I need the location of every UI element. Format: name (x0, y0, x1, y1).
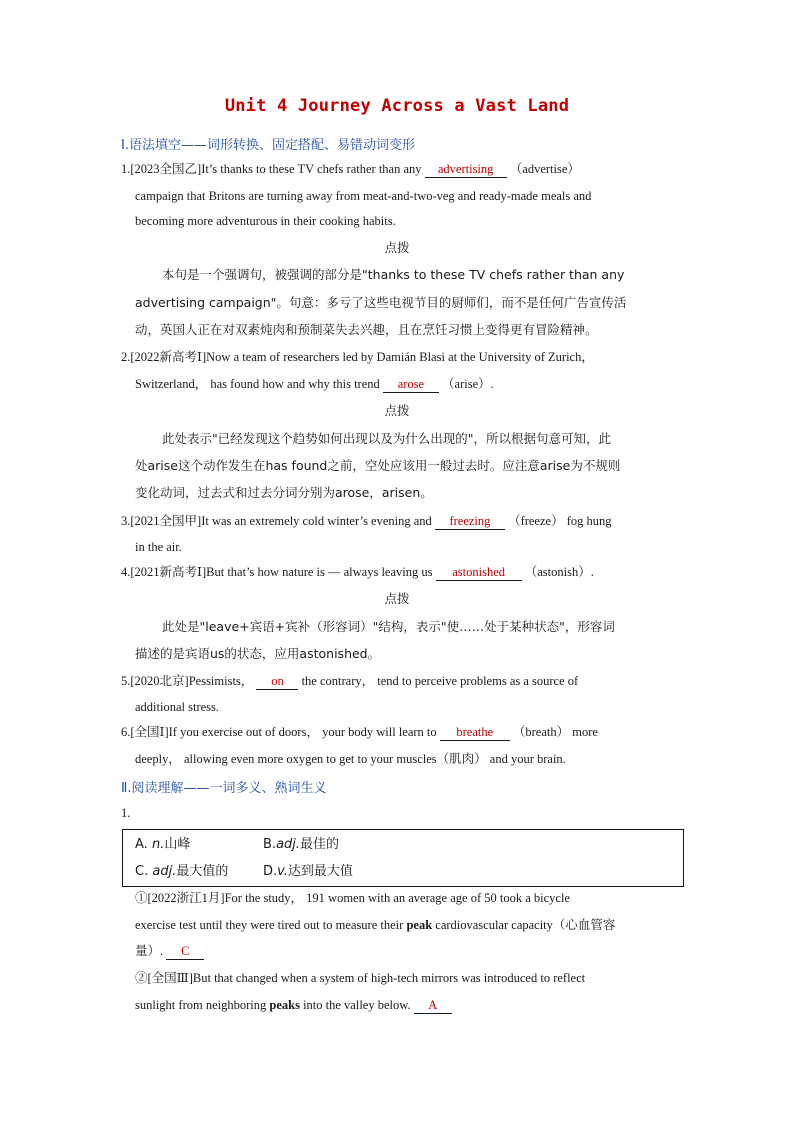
question-4-line-1: 4.[2021新高考Ⅰ]But that’s how nature is — always leaving us astonished （astonish）. (121, 565, 594, 579)
hint-2-line-3: 变化动词，过去式和过去分词分别为arose，arisen。 (135, 485, 433, 500)
hint-1-line-3: 动，英国人正在对双素炖肉和预制菜失去兴趣，且在烹饪习惯上变得更有冒险精神。 (135, 322, 598, 337)
sentence-1-line-3: 量）. C (135, 942, 204, 960)
question-3-line-1: 3.[2021全国甲]It was an extremely cold winter’s evening and freezing （freeze） fog hung (121, 514, 612, 528)
sentence-1-line-2: exercise test until they were tired out to measure their peak cardiovascular capacity（心血管容 (135, 918, 616, 932)
options-box (122, 829, 684, 887)
hint-2-line-2: 处arise这个动作发生在has found之前，空处应该用一般过去时。应注意arise为不规则 (135, 458, 621, 473)
question-1-line-2: campaign that Britons are turning away from meat-and-two-veg and ready-made meals and (135, 189, 592, 203)
sentence-2-line-1: ②[全国Ⅲ]But that changed when a system of high-tech mirrors was introduced to reflect (135, 971, 586, 985)
answer-blank-5: on (256, 674, 298, 690)
option-c: C. adj.最大值的 (135, 864, 229, 879)
answer-blank-4: astonished (436, 565, 522, 581)
question-5-line-2: additional stress. (135, 700, 220, 714)
option-a: A. n.山峰 (135, 837, 191, 852)
question-1-line-1: 1.[2023全国乙]It’s thanks to these TV chefs rather than any advertising （advertise） (121, 162, 580, 176)
question-3-line-2: in the air. (135, 540, 182, 554)
answer-blank-6: breathe (440, 725, 510, 741)
section-heading-reading: Ⅱ.阅读理解——一词多义、熟词生义 (121, 781, 327, 796)
hint-1-line-2: advertising campaign"。句意：多亏了这些电视节目的厨师们，而不是任何广告宣传活 (135, 295, 627, 310)
sentence-1-line-1: ①[2022浙江1月]For the study， 191 women with an average age of 50 took a bicycle (135, 891, 570, 905)
hint-4-line-1: 此处是"leave+宾语+宾补（形容词）"结构，表示"使……处于某种状态"，形容词 (162, 619, 615, 634)
hint-label-4: 点拨 (384, 591, 410, 606)
question-2-line-2: Switzerland， has found how and why this trend arose （arise）. (135, 377, 494, 391)
hint-2-line-1: 此处表示"已经发现这个趋势如何出现以及为什么出现的"，所以根据句意可知，此 (162, 431, 612, 446)
sentence-2-line-2: sunlight from neighboring peaks into the valley below. A (135, 996, 452, 1014)
page-title: Unit 4 Journey Across a Vast Land (224, 96, 570, 116)
section-heading-grammar: Ⅰ.语法填空——词形转换、固定搭配、易错动词变形 (121, 138, 415, 153)
hint-label-2: 点拨 (384, 403, 410, 418)
answer-blank-3: freezing (435, 514, 505, 530)
keyword-peak: peak (406, 918, 433, 932)
hint-4-line-2: 描述的是宾语us的状态，应用astonished。 (135, 646, 381, 661)
answer-blank-2: arose (383, 377, 439, 393)
hint-1-line-1: 本句是一个强调句，被强调的部分是"thanks to these TV chefs rather than any (162, 267, 625, 282)
option-b: B.adj.最佳的 (263, 837, 340, 852)
reading-item-number: 1. (121, 806, 131, 820)
option-d: D.v.达到最大值 (263, 864, 353, 879)
answer-blank-r2: A (414, 998, 452, 1014)
hint-label-1: 点拨 (384, 240, 410, 255)
question-5-line-1: 5.[2020北京]Pessimists， on the contrary， tend to perceive problems as a source of (121, 674, 579, 688)
keyword-peaks: peaks (269, 998, 300, 1012)
question-6-line-2: deeply， allowing even more oxygen to get to your muscles（肌肉） and your brain. (135, 752, 566, 766)
question-6-line-1: 6.[全国Ⅰ]If you exercise out of doors， your body will learn to breathe （breath） more (121, 725, 598, 739)
question-1-line-3: becoming more adventurous in their cooking habits. (135, 214, 396, 228)
question-2-line-1: 2.[2022新高考Ⅰ]Now a team of researchers led by Damián Blasi at the University of Zurich， (121, 350, 594, 364)
answer-blank-1: advertising (425, 162, 507, 178)
answer-blank-r1: C (166, 944, 204, 960)
